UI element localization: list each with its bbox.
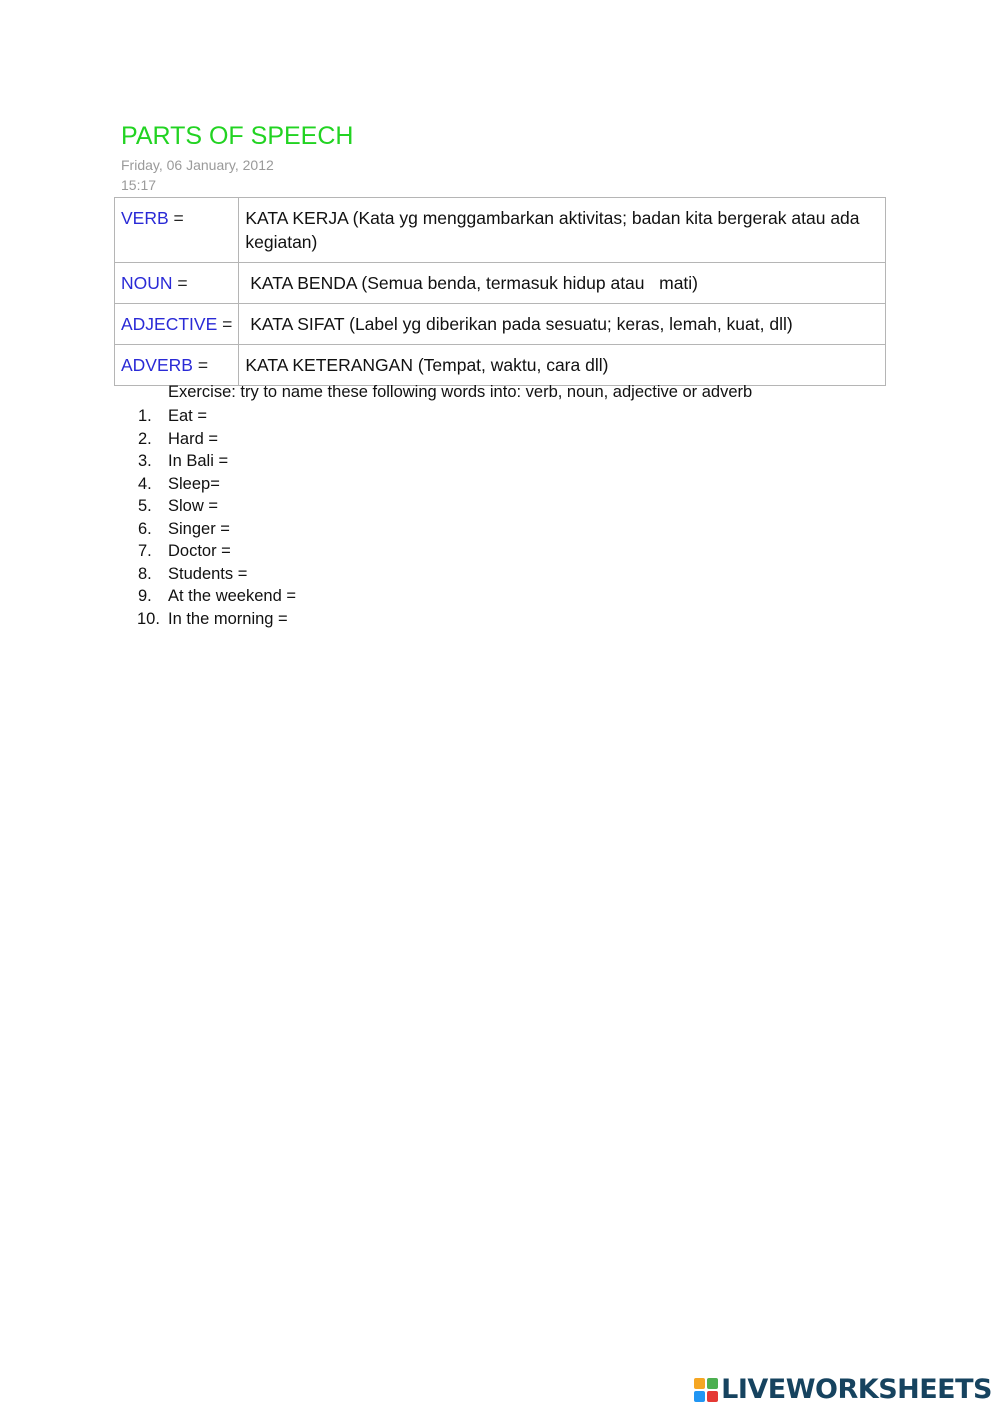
- definition-cell: KATA SIFAT (Label yg diberikan pada sesuatu; keras, lemah, kuat, dll): [239, 304, 886, 345]
- item-text: In Bali =: [168, 452, 229, 470]
- list-item: [130, 450, 296, 473]
- term-word: VERB: [121, 208, 169, 228]
- list-item: [130, 608, 296, 631]
- item-number: 2.: [138, 429, 152, 448]
- item-number: 4.: [138, 474, 152, 493]
- list-item: [130, 473, 296, 496]
- item-text: Sleep=: [168, 474, 220, 493]
- list-item: [130, 495, 296, 518]
- item-text: Eat =: [168, 407, 207, 425]
- page-time: 15:17: [121, 177, 157, 193]
- list-item: [130, 585, 296, 608]
- exercise-list: [130, 405, 296, 630]
- item-number: 8.: [138, 564, 152, 583]
- term-cell: [115, 304, 239, 345]
- brand-footer[interactable]: [694, 1374, 992, 1405]
- table-row: [115, 345, 886, 386]
- brand-logo-text: LIVEWORKSHEETS: [721, 1374, 992, 1405]
- definition-cell: KATA KERJA (Kata yg menggambarkan aktivitas; badan kita bergerak atau ada kegiatan): [239, 198, 886, 263]
- item-number: 1.: [138, 407, 152, 425]
- term-word: ADJECTIVE: [121, 314, 218, 334]
- page-date: Friday, 06 January, 2012: [121, 157, 274, 173]
- definitions-table: [114, 197, 886, 386]
- list-item: [130, 518, 296, 541]
- exercise-instruction: Exercise: try to name these following words into: verb, noun, adjective or adverb: [168, 383, 753, 401]
- definition-cell: KATA BENDA (Semua benda, termasuk hidup atau mati): [239, 263, 886, 304]
- item-text: In the morning =: [168, 609, 288, 628]
- item-text: Singer =: [168, 519, 230, 538]
- item-number: 9.: [138, 587, 152, 605]
- item-text: At the weekend =: [168, 587, 296, 605]
- item-text: Slow =: [168, 497, 218, 515]
- liveworksheets-logo-icon: [694, 1378, 718, 1402]
- item-number: 6.: [138, 519, 152, 538]
- list-item: [130, 563, 296, 586]
- term-cell: [115, 263, 239, 304]
- term-equals: =: [217, 314, 233, 334]
- item-number: 3.: [138, 452, 152, 470]
- table-row: [115, 304, 886, 345]
- table-row: [115, 263, 886, 304]
- list-item: [130, 540, 296, 563]
- term-equals: =: [172, 273, 188, 293]
- list-item: [130, 428, 296, 451]
- item-number: 7.: [138, 542, 152, 560]
- item-text: Hard =: [168, 429, 218, 448]
- term-cell: [115, 198, 239, 263]
- definition-cell: KATA KETERANGAN (Tempat, waktu, cara dll): [239, 345, 886, 386]
- item-text: Students =: [168, 564, 248, 583]
- term-word: NOUN: [121, 273, 173, 293]
- item-number: 5.: [138, 497, 152, 515]
- table-row: [115, 198, 886, 263]
- term-equals: =: [192, 355, 209, 375]
- page-title: PARTS OF SPEECH: [121, 122, 354, 150]
- item-number: 10.: [137, 609, 160, 628]
- term-word: ADVERB: [121, 355, 193, 375]
- list-item: [130, 405, 296, 428]
- item-text: Doctor =: [168, 542, 231, 560]
- term-equals: =: [168, 208, 184, 228]
- term-cell: [115, 345, 239, 386]
